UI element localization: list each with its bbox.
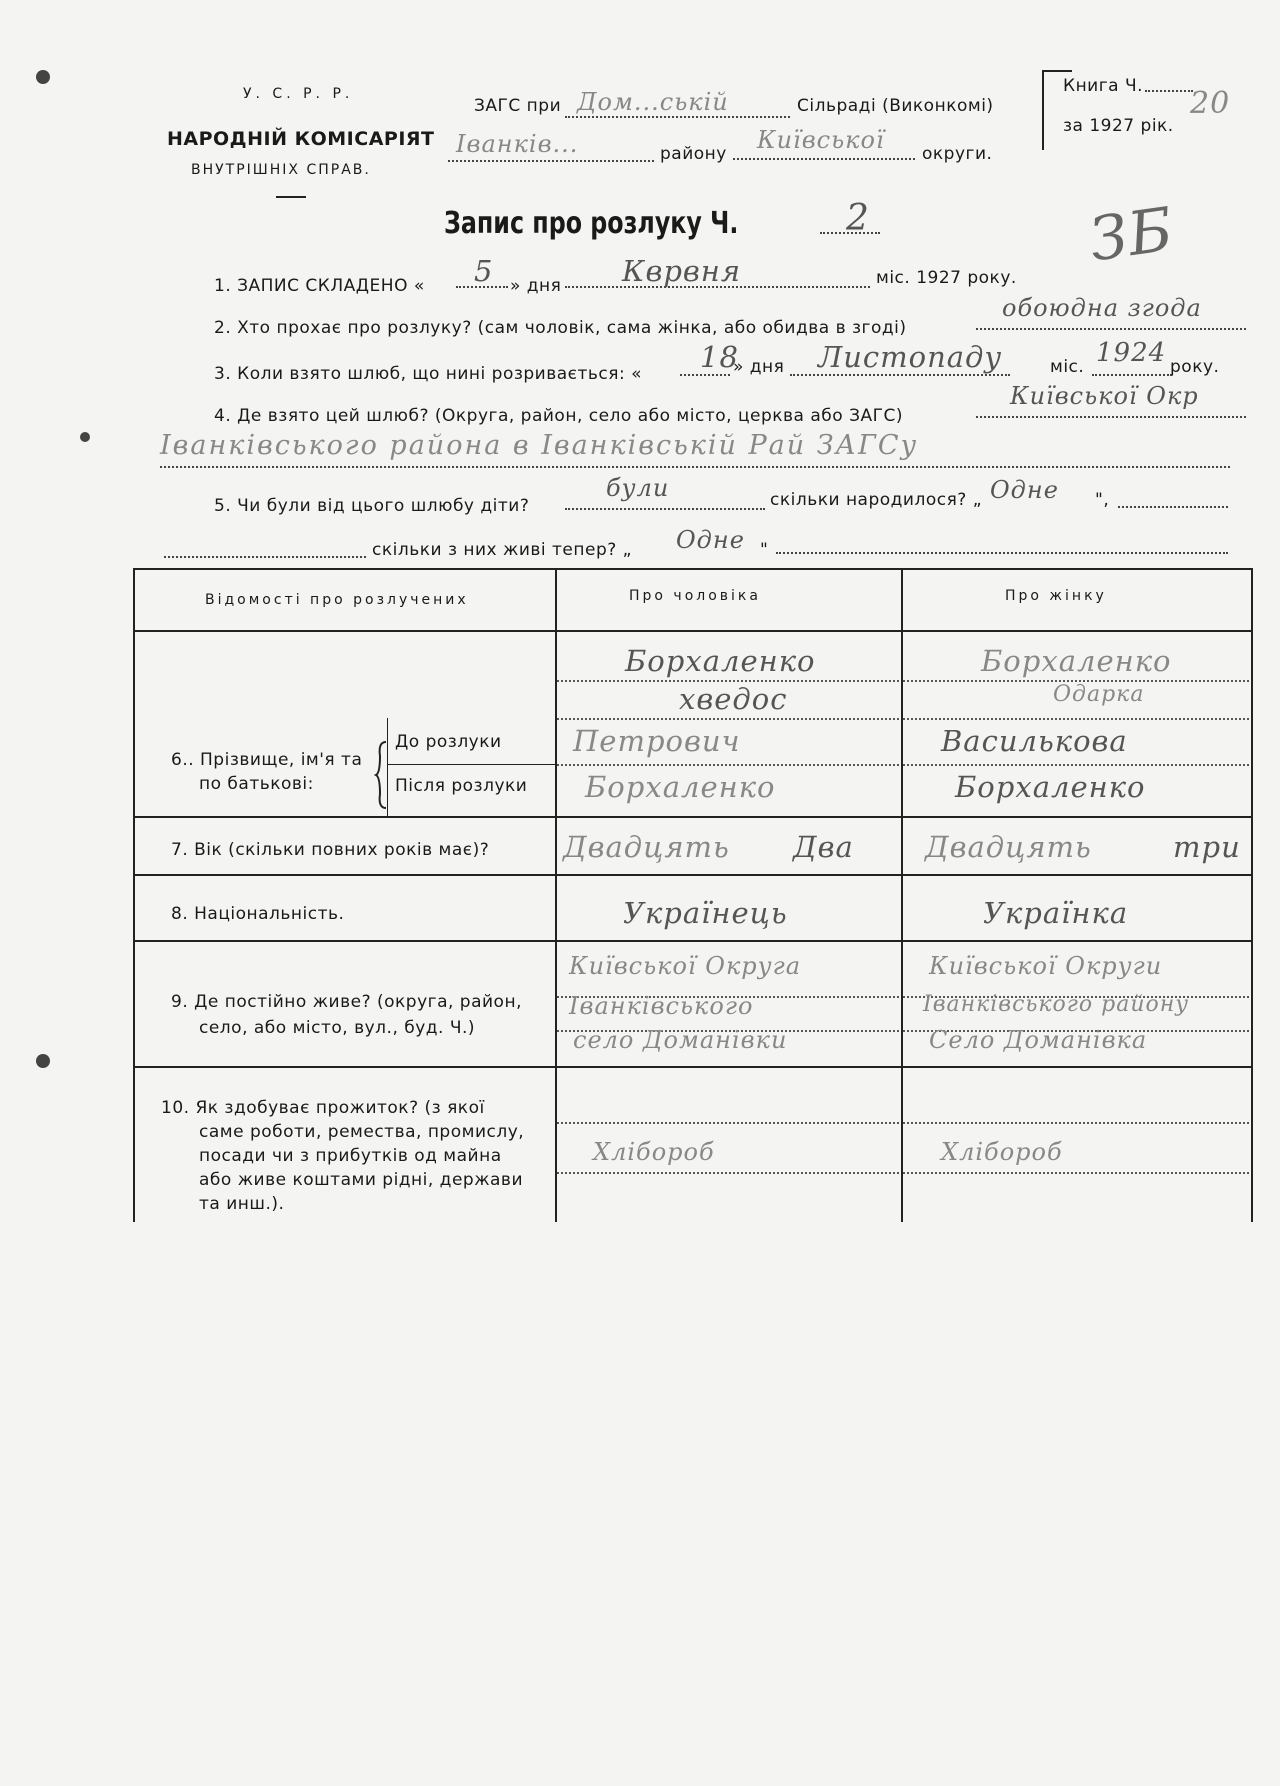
row10-label-3: посади чи з прибутків од майна [199, 1146, 502, 1166]
item3-mid: » дня [733, 357, 785, 377]
wife-patronymic: Василькова [941, 724, 1128, 758]
okrug-field [733, 126, 915, 160]
item3-mis: міс. [1050, 357, 1085, 377]
item1-day-handwriting: 5 [474, 254, 494, 288]
book-year-label: за 1927 рік. [1063, 116, 1174, 136]
item1-mid: » дня [510, 276, 562, 296]
writing-line [557, 1172, 899, 1174]
zags-suffix: Сільраді (Виконкомі) [797, 96, 994, 116]
header-divider [133, 630, 1253, 632]
item3-day-handwriting: 18 [700, 340, 739, 374]
row-divider [133, 874, 1253, 876]
book-number-field [1145, 90, 1193, 92]
writing-line [903, 718, 1249, 720]
item3-year-field [1092, 374, 1172, 376]
item2-handwriting: обоюдна згода [1002, 294, 1202, 322]
wife-occupation: Хлібороб [941, 1138, 1063, 1166]
wife-residence-3: Село Доманівка [929, 1026, 1148, 1054]
row10-label-4: або живе коштами рідні, держави [199, 1170, 523, 1190]
item5-born-end: ", [1095, 490, 1110, 510]
husband-name: хведос [679, 682, 788, 716]
subrow-divider [387, 764, 555, 765]
husband-surname: Борхаленко [625, 644, 816, 678]
wife-nationality: Українка [983, 896, 1129, 930]
table-border-top [133, 568, 1253, 570]
item5-born-handwriting: Одне [990, 476, 1059, 504]
row-divider [133, 1066, 1253, 1068]
signature-initials: ЗБ [1085, 194, 1178, 276]
row9-label: 9. Де постійно живе? (округа, район, [171, 992, 522, 1012]
item2-field [976, 328, 1246, 330]
item5-alive-end: " [760, 540, 769, 560]
row-divider [133, 816, 1253, 818]
item1-end: міс. 1927 року. [876, 268, 1017, 288]
zags-village-handwriting: Дом...ській [577, 88, 729, 116]
item4-field [976, 416, 1246, 418]
item3-month-field [790, 374, 1010, 376]
item3-day-field [680, 374, 730, 376]
punch-hole [36, 70, 50, 84]
item5-children-field [565, 508, 765, 510]
district-field [448, 130, 654, 162]
item5-born-label: скільки народилося? „ [770, 490, 983, 510]
writing-line [557, 1122, 899, 1124]
punch-hole [36, 1054, 50, 1068]
row8-label: 8. Національність. [171, 904, 345, 924]
husband-patronymic: Петрович [573, 724, 741, 758]
book-label: Книга Ч. [1063, 76, 1144, 96]
item5-alive-field [776, 552, 1228, 554]
item5-alive-pre-field [164, 556, 366, 558]
row6-after-label: Після розлуки [395, 776, 528, 796]
row7-label: 7. Вік (скільки повних років має)? [171, 840, 490, 860]
punch-hole [80, 432, 90, 442]
okrug-label: округи. [922, 144, 993, 164]
row10-label: 10. Як здобуває прожиток? (з якої [161, 1098, 485, 1118]
table-frame [133, 568, 1253, 1786]
wife-residence-1: Київської Округи [929, 952, 1163, 980]
table-border-right [1251, 568, 1253, 1222]
item5-children-handwriting: були [606, 474, 670, 502]
brace-icon [374, 740, 390, 810]
item1-label: 1. ЗАПИС СКЛАДЕНО « [214, 276, 425, 296]
col-header-husband: Про чоловіка [629, 588, 761, 604]
col-header-info: Відомості про розлучених [205, 592, 469, 608]
item1-month-handwriting: Кврвня [622, 254, 742, 288]
husband-nationality: Українець [623, 896, 788, 930]
district-handwriting: Іванків... [456, 130, 579, 158]
item5-alive-label: скільки з них живі тепер? „ [372, 540, 632, 560]
document-title: Запис про розлуку Ч. [444, 206, 739, 241]
book-box-border [1042, 70, 1072, 72]
writing-line [903, 1122, 1249, 1124]
row6-label: 6.. Прізвище, ім'я та [171, 750, 363, 770]
writing-line [557, 718, 899, 720]
district-label: району [660, 144, 727, 164]
item4-label: 4. Де взято цей шлюб? (Округа, район, село або місто, церква або ЗАГС) [214, 406, 903, 426]
item5-alive-handwriting: Одне [676, 526, 745, 554]
husband-age-2: Два [793, 830, 854, 864]
item3-month-handwriting: Листопаду [818, 340, 1003, 374]
wife-residence-2: Іванківського району [923, 992, 1189, 1017]
item4-handwriting-1: Київської Окр [1010, 382, 1199, 410]
title-number-handwriting: 2 [846, 198, 870, 239]
row6-label-cont: по батькові: [199, 774, 314, 794]
item3-year-handwriting: 1924 [1096, 338, 1167, 368]
row-divider [133, 940, 1253, 942]
item5-label: 5. Чи були від цього шлюбу діти? [214, 496, 530, 516]
husband-age-1: Двадцять [563, 830, 730, 864]
table-border-left [133, 568, 135, 1222]
writing-line [903, 1172, 1249, 1174]
zags-village-field [565, 88, 790, 118]
row6-before-label: До розлуки [395, 732, 502, 752]
ministry-title: НАРОДНІЙ КОМІСАРІЯТ [167, 128, 435, 150]
wife-age-1: Двадцять [925, 830, 1092, 864]
item5-born-field [1118, 506, 1228, 508]
okrug-handwriting: Київської [757, 126, 885, 154]
husband-residence-2: Іванківського [569, 992, 754, 1020]
divider [276, 196, 306, 198]
zags-prefix: ЗАГС при [474, 96, 562, 116]
ministry-subtitle: ВНУТРІШНІХ СПРАВ. [191, 162, 371, 178]
husband-residence-3: село Доманівки [573, 1026, 788, 1054]
wife-name: Одарка [1053, 682, 1145, 707]
row10-label-2: саме роботи, ремества, промислу, [199, 1122, 525, 1142]
book-box-border [1042, 70, 1044, 150]
writing-line [903, 764, 1249, 766]
item2-label: 2. Хто прохає про розлуку? (сам чоловік, сама жінка, або обидва в згоді) [214, 318, 907, 338]
item4-handwriting-2: Іванківського района в Іванківській Рай ЗАГСу [160, 430, 919, 461]
husband-residence-1: Київської Округа [569, 952, 801, 980]
item3-end: року. [1170, 357, 1220, 377]
col-header-wife: Про жінку [1005, 588, 1107, 604]
wife-age-2: три [1173, 830, 1241, 864]
book-number-handwriting: 20 [1190, 86, 1231, 121]
husband-surname-after: Борхаленко [585, 770, 776, 804]
writing-line [557, 764, 899, 766]
row9-label-cont: село, або місто, вул., буд. Ч.) [199, 1018, 476, 1038]
wife-surname: Борхаленко [981, 644, 1172, 678]
item4-field-2 [160, 466, 1230, 468]
item3-label: 3. Коли взято шлюб, що нині розривається: « [214, 364, 643, 384]
row10-label-5: та инш.). [199, 1194, 285, 1214]
ussr-label: У. С. Р. Р. [243, 86, 354, 102]
husband-occupation: Хлібороб [593, 1138, 715, 1166]
wife-surname-after: Борхаленко [955, 770, 1146, 804]
